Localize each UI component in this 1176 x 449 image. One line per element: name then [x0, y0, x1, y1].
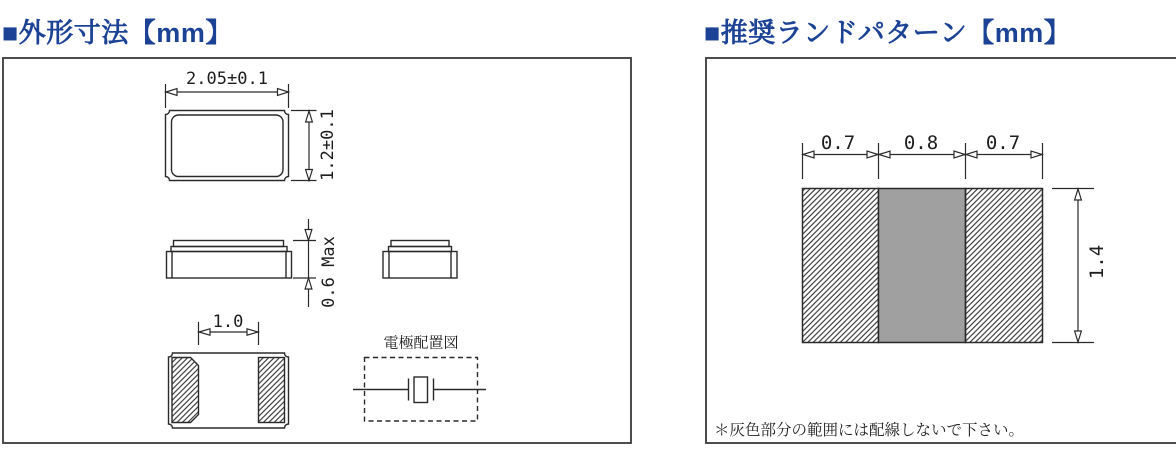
electrode-diagram-label: 電極配置図 — [383, 334, 459, 352]
bottom-pad-2 — [259, 358, 285, 423]
keepout-gray-zone — [879, 189, 966, 343]
dim-lines-top-height — [291, 111, 317, 181]
crystal-symbol — [414, 377, 428, 403]
land-pad-right — [966, 189, 1043, 343]
dim-label-land-height: 1.4 — [1086, 244, 1108, 280]
dim-label-land-right: 0.7 — [985, 132, 1021, 154]
package-end-view — [383, 241, 457, 279]
package-bottom-view — [169, 353, 289, 428]
package-top-view — [166, 111, 289, 181]
package-lid-outline — [172, 115, 284, 177]
dim-label-pad-gap: 1.0 — [212, 312, 244, 332]
end-view-body — [383, 252, 457, 279]
bottom-pad-1 — [172, 358, 199, 423]
end-view-terminal-lines — [389, 252, 451, 279]
dim-label-package-thickness: 0.6 Max — [319, 236, 339, 308]
electrode-arrangement-diagram — [353, 358, 486, 422]
land-pad-left — [803, 189, 879, 343]
side-view-seam — [171, 247, 287, 252]
dim-lines-side-height — [293, 219, 316, 307]
dim-label-package-width: 2.05±0.1 — [186, 69, 268, 89]
dim-label-land-center: 0.8 — [903, 132, 939, 154]
outline-dimensions-title: ■外形寸法【mm】 — [2, 18, 233, 48]
keepout-note: ＊灰色部分の範囲には配線しないで下さい。 — [714, 422, 1025, 439]
side-view-terminal-lines — [172, 252, 286, 279]
land-pattern-drawing — [803, 189, 1043, 343]
dim-label-package-height: 1.2±0.1 — [318, 109, 338, 181]
land-pattern-title: ■推奨ランドパターン【mm】 — [704, 18, 1072, 48]
outline-panel-frame — [3, 58, 631, 443]
end-view-lid — [391, 241, 449, 247]
dim-label-land-left: 0.7 — [820, 132, 856, 154]
end-view-seam — [389, 247, 452, 252]
package-body-outline — [166, 111, 289, 181]
side-view-body — [167, 252, 292, 279]
side-view-lid — [174, 241, 284, 247]
package-side-view — [167, 241, 292, 279]
